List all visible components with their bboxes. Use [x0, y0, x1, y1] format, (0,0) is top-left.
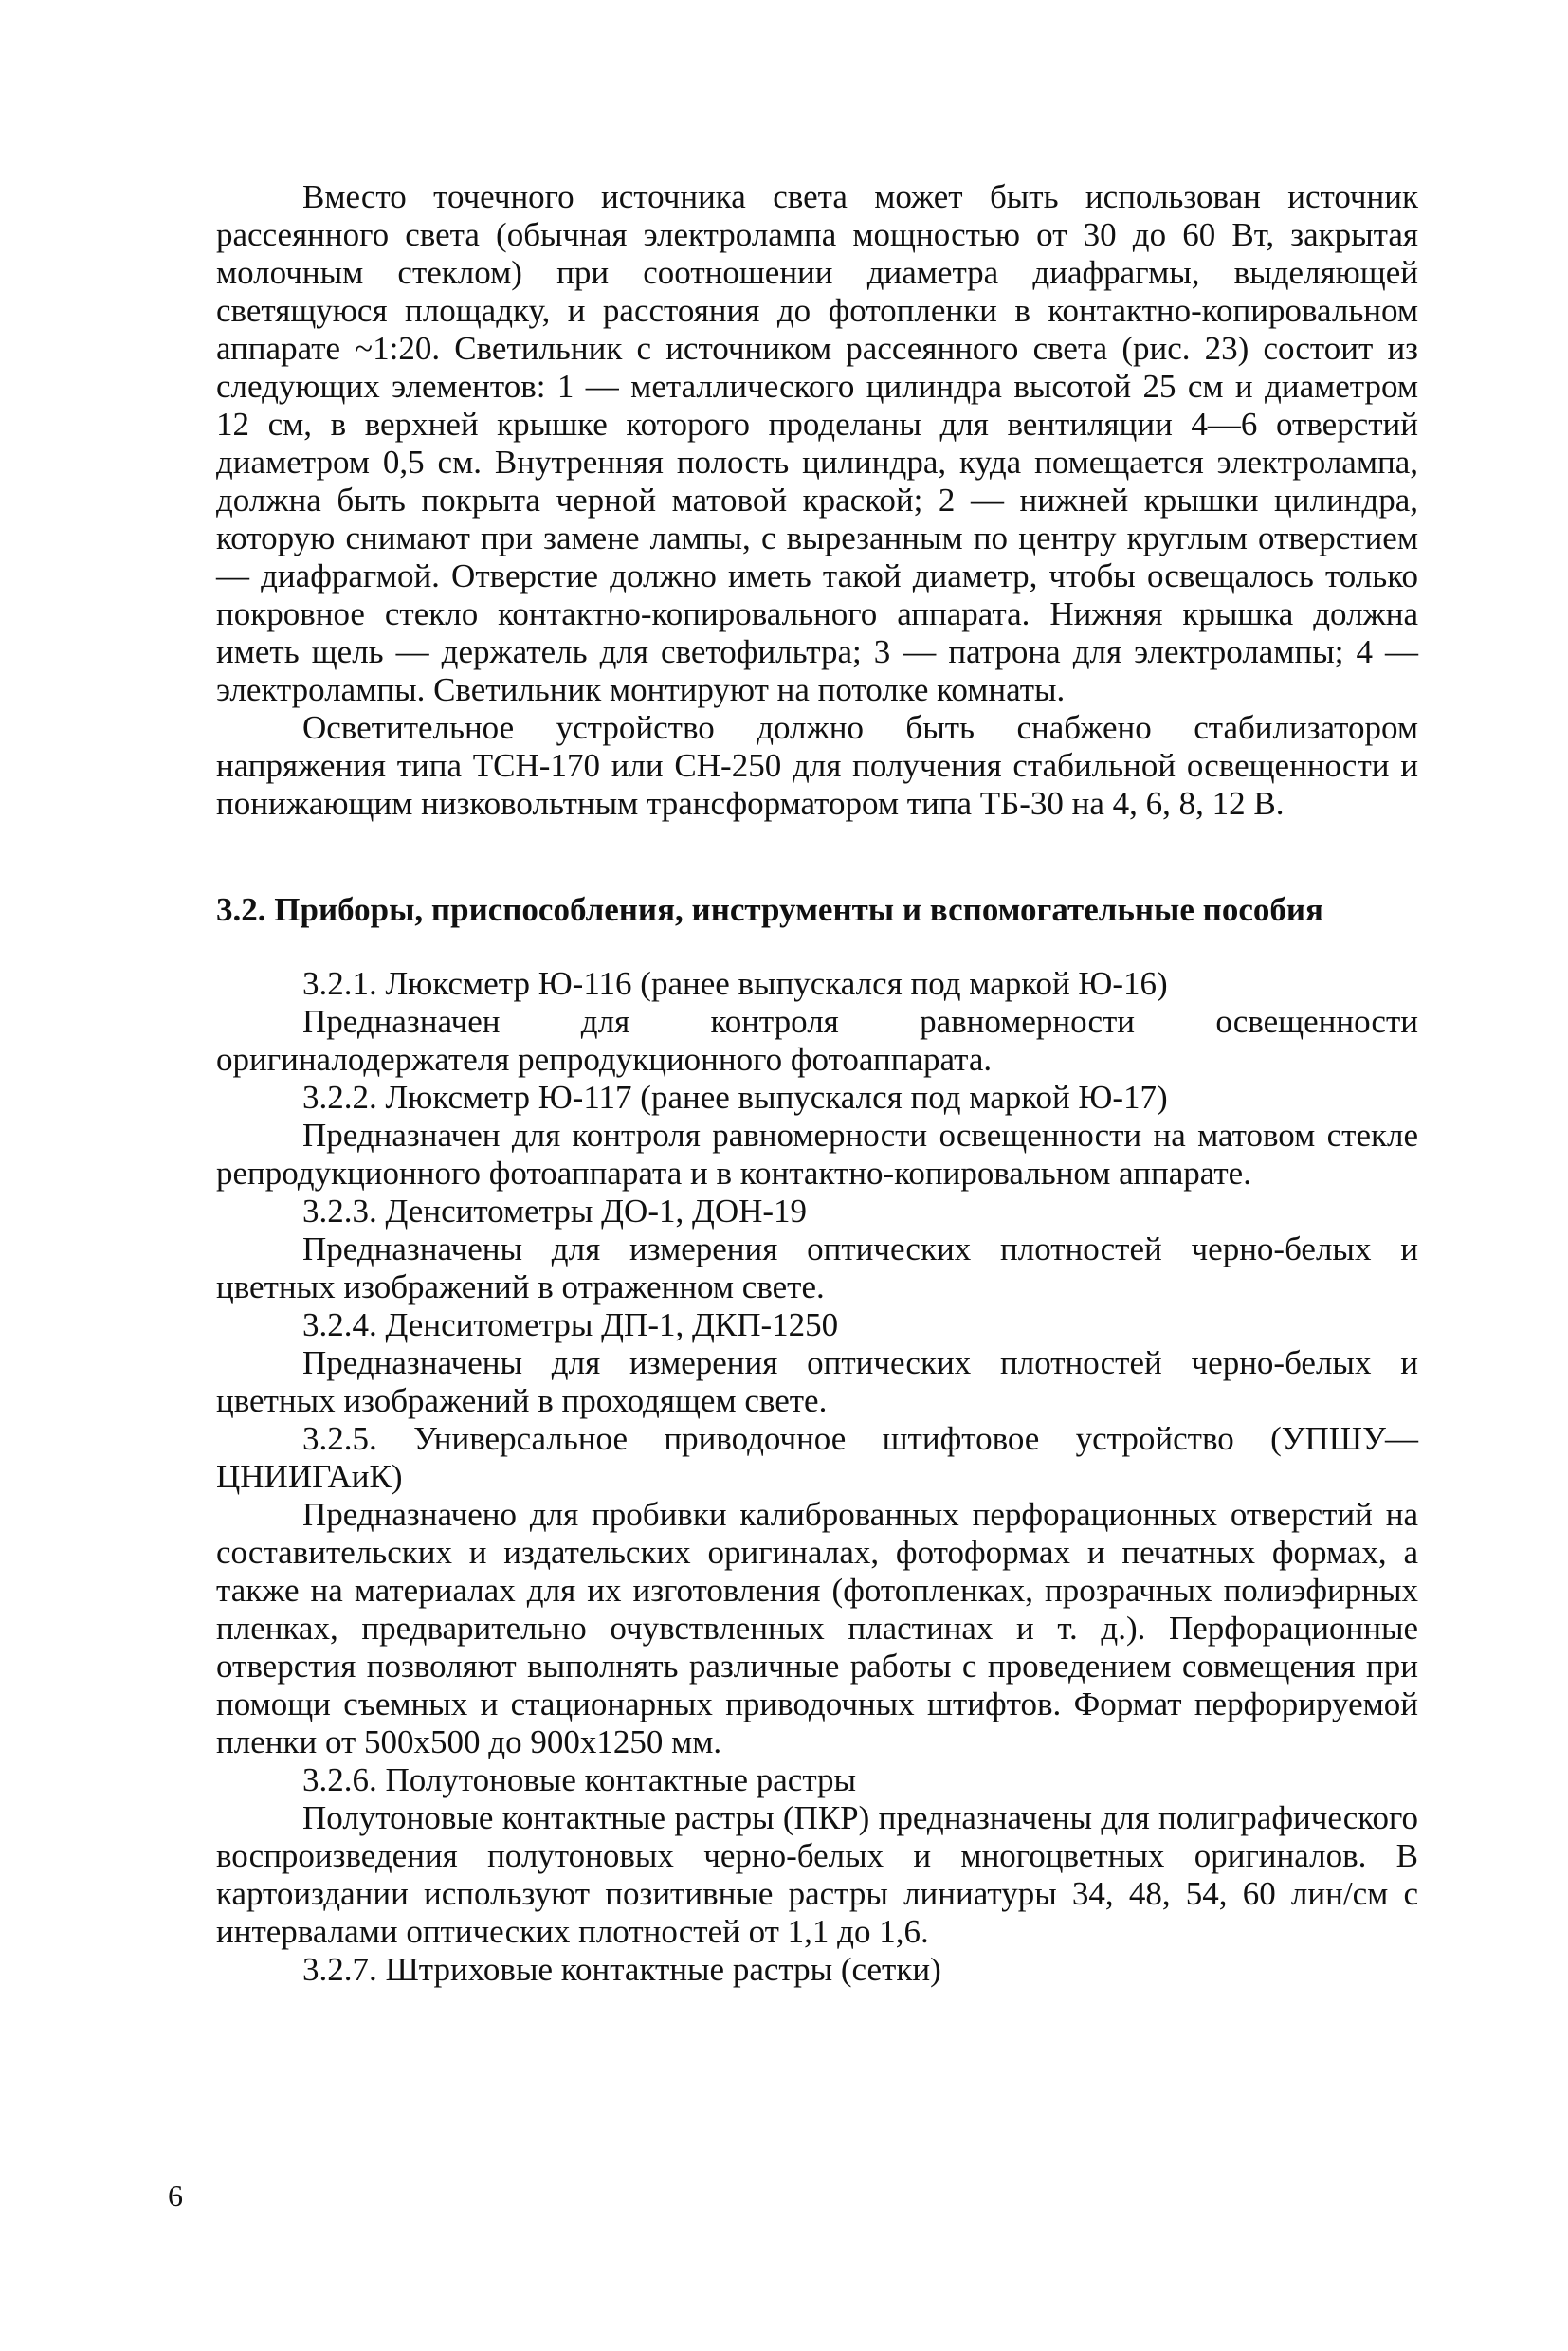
item-title-3-2-3: 3.2.3. Денситометры ДО-1, ДОН-19 [302, 1193, 808, 1230]
intro-paragraph-2: Осветительное устройство должно быть снабжено стабилизатором напряжения типа ТСН-170 или СН-250 для получения стабильной освещенности и понижающим низковольтным трансформатором типа ТБ-30 на 4, 6, 8, 12 В. [216, 709, 1418, 822]
item-text-3-2-1: Предназначен для контроля равномерности освещенности оригиналодержателя репродукционного фотоаппарата. [216, 1003, 1418, 1078]
item-text-3-2-4: Предназначены для измерения оптических плотностей черно-белых и цветных изображений в проходящем свете. [216, 1344, 1418, 1419]
item-title-3-2-4: 3.2.4. Денситометры ДП-1, ДКП-1250 [302, 1306, 839, 1343]
item-title-3-2-2: 3.2.2. Люксметр Ю-117 (ранее выпускался под маркой Ю-17) [302, 1079, 1168, 1116]
section-heading: 3.2. Приборы, приспособления, инструменты и вспомогательные пособия [216, 891, 1323, 928]
item-text-3-2-6: Полутоновые контактные растры (ПКР) предназначены для полиграфического воспроизведения полутоновых черно-белых и многоцветных оригиналов. В картоиздании используют позитивные растры линиатуры 34, 48, 54, 60 лин/см с интервалами оптических плотностей от 1,1 до 1,6. [216, 1799, 1418, 1950]
item-title-3-2-7: 3.2.7. Штриховые контактные растры (сетки) [302, 1951, 941, 1988]
item-title-3-2-5: 3.2.5. Универсальное приводочное штифтовое устройство (УПШУ—ЦНИИГАиК) [216, 1420, 1418, 1495]
item-title-3-2-6: 3.2.6. Полутоновые контактные растры [302, 1761, 857, 1798]
intro-paragraph-1: Вместо точечного источника света может быть использован источник рассеянного света (обычная электролампа мощностью от 30 до 60 Вт, закрытая молочным стеклом) при соотношении диаметра диафрагмы, выделяющей светящуюся площадку, и расстояния до фотопленки в контактно-копировальном аппарате ~1:20. Светильник с источником рассеянного света (рис. 23) состоит из следующих элементов: 1 — металлического цилиндра высотой 25 см и диаметром 12 см, в верхней крышке которого проделаны для вентиляции 4—6 отверстий диаметром 0,5 см. Внутренняя полость цилиндра, куда помещается электролампа, должна быть покрыта черной матовой краской; 2 — нижней крышки цилиндра, которую снимают при замене лампы, с вырезанным по центру круглым отверстием — диафрагмой. Отверстие должно иметь такой диаметр, чтобы освещалось только покровное стекло контактно-копировального аппарата. Нижняя крышка должна иметь щель — держатель для светофильтра; 3 — патрона для электролампы; 4 — электролампы. Светильник монтируют на потолке комнаты. [216, 178, 1418, 708]
item-text-3-2-3: Предназначены для измерения оптических плотностей черно-белых и цветных изображений в отраженном свете. [216, 1230, 1418, 1305]
item-text-3-2-2: Предназначен для контроля равномерности освещенности на матовом стекле репродукционного фотоаппарата и в контактно-копировальном аппарате. [216, 1117, 1418, 1192]
item-text-3-2-5: Предназначено для пробивки калиброванных перфорационных отверстий на составительских и издательских оригиналах, фотоформах и печатных формах, а также на материалах для их изготовления (фотопленках, прозрачных полиэфирных пленках, предварительно очувствленных пластинах и т. д.). Перфорационные отверстия позволяют выполнять различные работы с проведением совмещения при помощи съемных и стационарных приводочных штифтов. Формат перфорируемой пленки от 500х500 до 900х1250 мм. [216, 1496, 1418, 1760]
item-title-3-2-1: 3.2.1. Люксметр Ю-116 (ранее выпускался под маркой Ю-16) [302, 965, 1168, 1002]
page-body [216, 178, 1418, 1989]
page-number: 6 [168, 2178, 183, 2213]
